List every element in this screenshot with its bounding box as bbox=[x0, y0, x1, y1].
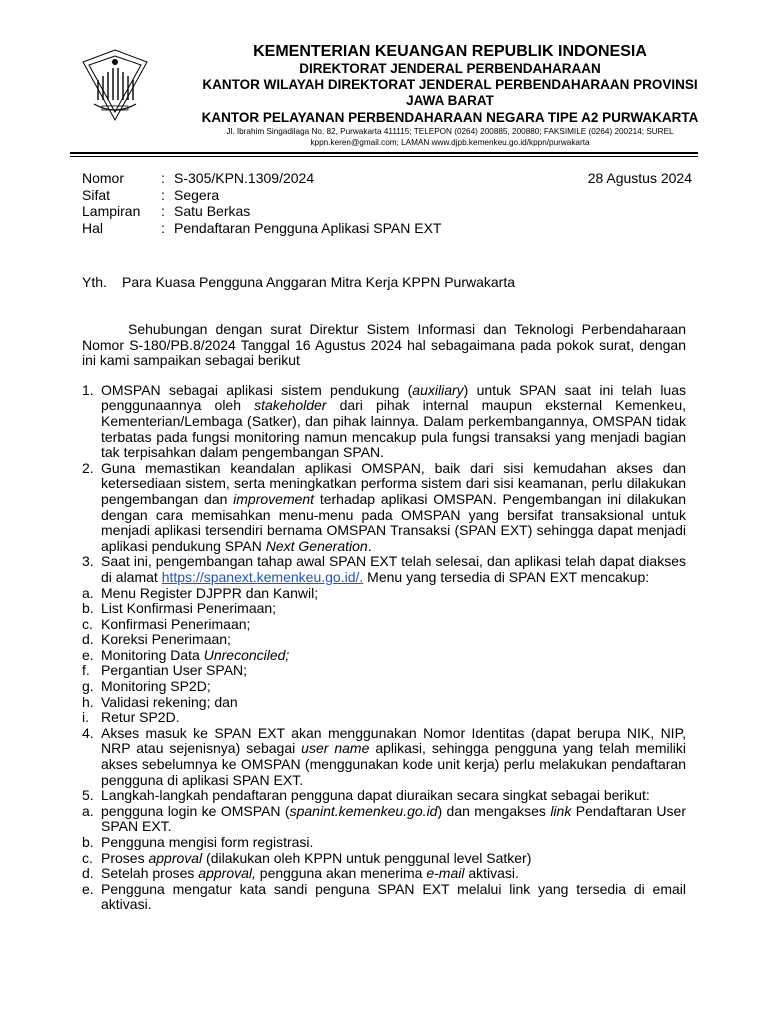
item-number: 1. bbox=[82, 381, 94, 398]
letterhead-divider-thin bbox=[70, 156, 698, 157]
menu-item bbox=[82, 695, 686, 711]
list-item bbox=[82, 383, 686, 461]
text-italic: spanint.kemenkeu.go.id bbox=[289, 802, 438, 819]
text-italic: Next Generation bbox=[265, 537, 368, 554]
hal-value: Pendaftaran Pengguna Aplikasi SPAN EXT bbox=[174, 219, 442, 236]
text-italic: link bbox=[550, 802, 572, 819]
list-item bbox=[82, 461, 686, 555]
colon: : bbox=[161, 219, 165, 236]
item-text bbox=[101, 726, 686, 788]
item-number: 4. bbox=[82, 724, 94, 741]
item-text bbox=[101, 383, 686, 461]
sub-text: Pengguna mengisi form registrasi. bbox=[101, 834, 314, 850]
item-number: 5. bbox=[82, 787, 94, 804]
office-contact: kppn.keren@gmail.com; LAMAN www.djpb.kemenkeu.go.id/kppn/purwakarta bbox=[310, 138, 590, 147]
menu-item bbox=[82, 617, 686, 633]
span-ext-link[interactable]: https://spanext.kemenkeu.go.id/. bbox=[161, 568, 364, 585]
letter-meta bbox=[82, 170, 441, 236]
letterhead-divider bbox=[70, 152, 698, 154]
sub-number: a. bbox=[82, 802, 94, 819]
text-italic: approval bbox=[148, 849, 203, 866]
step-item bbox=[82, 835, 686, 851]
text-span: . bbox=[367, 537, 372, 554]
sub-number: d. bbox=[82, 865, 94, 882]
text-span: Guna memastikan keandalan aplikasi OMSPAN, baik dari sisi kemudahan akses dan ketersediaan sistem, serta meningkatkan performa sistem dari sisi keamanan, perlu dilakukan pengembangan dan bbox=[101, 459, 686, 507]
sub-text: Pergantian User SPAN; bbox=[101, 662, 248, 679]
region-name: JAWA BARAT bbox=[406, 93, 494, 108]
ministry-name: KEMENTERIAN KEUANGAN REPUBLIK INDONESIA bbox=[253, 43, 647, 60]
list-item bbox=[82, 554, 686, 585]
sifat-value: Segera bbox=[174, 186, 220, 203]
text-span: Akses masuk ke SPAN EXT akan menggunakan Nomor Identitas (dapat berupa NIK, NIP, NRP atau sejenisnya) sebagai bbox=[101, 724, 686, 757]
lampiran-value: Satu Berkas bbox=[174, 203, 251, 219]
menu-item bbox=[82, 663, 686, 679]
colon: : bbox=[161, 203, 165, 219]
letter-date: 28 Agustus 2024 bbox=[587, 170, 692, 186]
intro-paragraph: Sehubungan dengan surat Direktur Sistem Informasi dan Teknologi Perbendaharaan Nomor S-180/PB.8/2024 Tanggal 16 Agustus 2024 hal sebagaimana pada pokok surat, dengan ini kami sampaikan sebagai berikut bbox=[82, 321, 686, 369]
sub-number: g. bbox=[82, 678, 94, 695]
sub-number: c. bbox=[82, 615, 93, 632]
colon: : bbox=[161, 170, 165, 186]
sub-number: h. bbox=[82, 693, 94, 710]
sub-text: List Konfirmasi Penerimaan; bbox=[101, 600, 277, 617]
sub-text: Konfirmasi Penerimaan; bbox=[101, 615, 251, 632]
sub-number: b. bbox=[82, 600, 94, 617]
sub-text bbox=[101, 648, 686, 664]
text-italic: stakeholder bbox=[254, 397, 327, 414]
recipient-name: Para Kuasa Pengguna Anggaran Mitra Kerja KPPN Purwakarta bbox=[122, 274, 516, 290]
text-span: Monitoring Data bbox=[101, 646, 204, 663]
step-item bbox=[82, 866, 686, 882]
item-text bbox=[101, 554, 686, 585]
sub-text bbox=[101, 851, 686, 867]
text-span: aktivasi. bbox=[464, 865, 519, 882]
sub-number: d. bbox=[82, 631, 94, 648]
sub-number: e. bbox=[82, 880, 94, 897]
text-span: (dilakukan oleh KPPN untuk penggunal level Satker) bbox=[202, 849, 532, 866]
letterhead bbox=[160, 42, 740, 148]
sub-text: Pengguna mengatur kata sandi penguna SPAN EXT melalui link yang tersedia di email aktivasi. bbox=[101, 880, 686, 913]
item-number: 2. bbox=[82, 459, 94, 476]
step-item bbox=[82, 851, 686, 867]
menu-item bbox=[82, 679, 686, 695]
text-span: dari pihak internal maupun eksternal Kemenkeu, Kementerian/Lembaga (Satker), dan pihak lainnya. Dalam perkembangannya, OMSPAN tidak terbatas pada fungsi monitoring namun mencakup pula fungsi transaksi yang menjadi bagian tak terpisahkan dalam pengembangan SPAN. bbox=[101, 397, 686, 461]
sifat-label: Sifat bbox=[82, 186, 111, 203]
text-span: pengguna login ke OMSPAN ( bbox=[101, 802, 290, 819]
text-span: Pendaftaran User SPAN EXT. bbox=[101, 802, 686, 835]
step-item bbox=[82, 804, 686, 835]
office-name: KANTOR PELAYANAN PERBENDAHARAAN NEGARA TIPE A2 PURWAKARTA bbox=[201, 110, 699, 125]
sub-text bbox=[101, 804, 686, 835]
menu-item bbox=[82, 632, 686, 648]
text-span: aplikasi, sehingga pengguna yang telah memiliki akses sebelumnya ke OMSPAN (menggunakan kode unit kerja) perlu melakukan pendaftaran pengguna di aplikasi SPAN EXT. bbox=[101, 740, 686, 788]
sub-text: Koreksi Penerimaan; bbox=[101, 631, 231, 648]
lampiran-label: Lampiran bbox=[82, 203, 141, 219]
recipient-label: Yth. bbox=[82, 274, 107, 290]
text-span: ) dan mengakses bbox=[437, 802, 551, 819]
regional-office-name: KANTOR WILAYAH DIREKTORAT JENDERAL PERBENDAHARAAN PROVINSI bbox=[202, 77, 698, 92]
step-item bbox=[82, 882, 686, 913]
nomor-label: Nomor bbox=[82, 170, 125, 186]
item-text bbox=[101, 461, 686, 555]
sub-text: Menu Register DJPPR dan Kanwil; bbox=[101, 584, 319, 601]
text-span: ) untuk SPAN saat ini telah luas penggunaannya oleh bbox=[101, 381, 686, 414]
text-italic: auxiliary bbox=[412, 381, 464, 398]
sub-number: b. bbox=[82, 834, 94, 850]
text-span: OMSPAN sebagai aplikasi sistem pendukung ( bbox=[101, 381, 413, 398]
text-italic: Unreconciled; bbox=[203, 646, 290, 663]
sub-number: a. bbox=[82, 584, 94, 601]
menu-item bbox=[82, 648, 686, 664]
item-number: 3. bbox=[82, 553, 94, 570]
kemenkeu-emblem-icon bbox=[74, 44, 156, 126]
list-item bbox=[82, 788, 686, 804]
text-italic: user name bbox=[301, 740, 370, 757]
text-span: Proses bbox=[101, 849, 149, 866]
menu-item bbox=[82, 710, 686, 726]
nomor-value: S-305/KPN.1309/2024 bbox=[174, 170, 315, 186]
sub-number: i. bbox=[82, 709, 89, 726]
text-span: Saat ini, pengembangan tahap awal SPAN EXT telah selesai, dan aplikasi telah dapat diakses di alamat bbox=[101, 553, 686, 585]
office-address: Jl. Ibrahim Singadilaga No. 82, Purwakarta 411115; TELEPON (0264) 200885, 200880; FAKSIMILE (0264) 200214; SUREL bbox=[226, 127, 674, 136]
text-italic: approval, bbox=[198, 865, 256, 882]
text-italic: improvement bbox=[233, 490, 315, 507]
letter-body bbox=[82, 322, 686, 913]
menu-item bbox=[82, 601, 686, 617]
text-span: Setelah proses bbox=[101, 865, 199, 882]
sub-text: Monitoring SP2D; bbox=[101, 678, 211, 695]
text-span: terhadap aplikasi OMSPAN. Pengembangan ini dilakukan dengan cara memisahkan menu-menu pada OMSPAN yang bersifat transaksional untuk menjadi aplikasi tersendiri bernama OMSPAN Transaksi (SPAN EXT) sehingga dapat menjadi aplikasi pendukung SPAN bbox=[101, 490, 687, 554]
sub-text bbox=[101, 866, 686, 882]
sub-number: f. bbox=[82, 662, 90, 679]
text-span: Menu yang tersedia di SPAN EXT mencakup: bbox=[363, 568, 650, 585]
menu-item bbox=[82, 586, 686, 602]
sub-number: e. bbox=[82, 646, 94, 663]
hal-label: Hal bbox=[82, 219, 104, 236]
sub-text: Validasi rekening; dan bbox=[101, 693, 238, 710]
directorate-name: DIREKTORAT JENDERAL PERBENDAHARAAN bbox=[299, 61, 601, 76]
sub-text: Retur SP2D. bbox=[101, 709, 180, 726]
sub-number: c. bbox=[82, 849, 93, 866]
text-span: pengguna akan menerima bbox=[255, 865, 427, 882]
recipient bbox=[82, 274, 515, 291]
list-item bbox=[82, 726, 686, 788]
colon: : bbox=[161, 186, 165, 203]
text-italic: e-mail bbox=[426, 865, 465, 882]
item-text: Langkah-langkah pendaftaran pengguna dapat diuraikan secara singkat sebagai berikut: bbox=[101, 787, 650, 804]
